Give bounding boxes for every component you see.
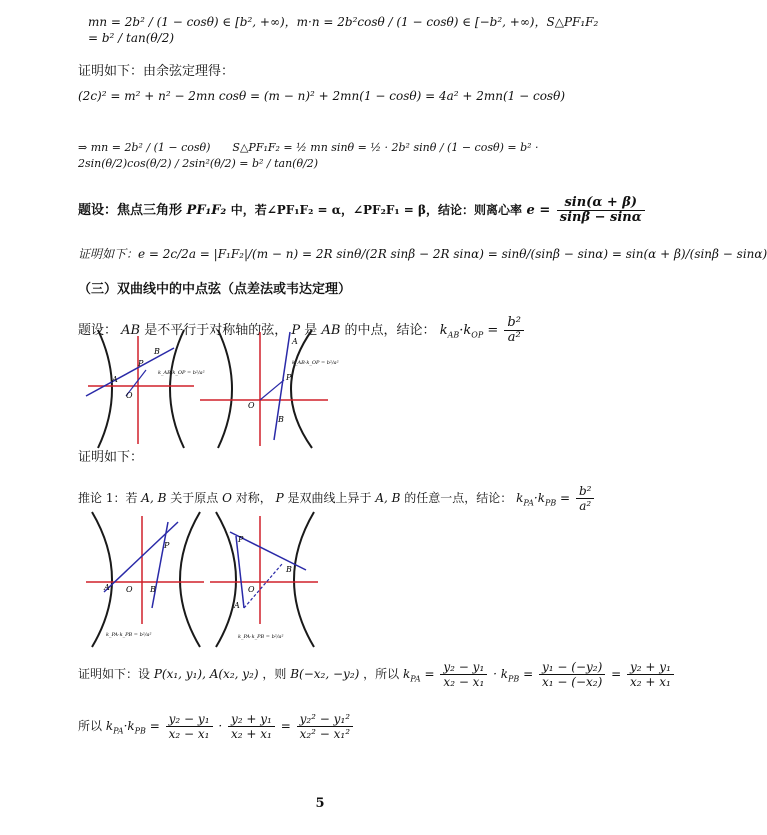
- origin-O: O: [222, 491, 232, 505]
- fig3-label-B: B: [150, 585, 156, 594]
- figure-corollary-1: [86, 512, 206, 647]
- premise-mid: 中，若∠PF₁F₂ = α，∠PF₂F₁ = β，结论：则离心率: [230, 203, 522, 217]
- fig1-label-B: B: [154, 347, 160, 356]
- fig2-label-B: B: [278, 415, 284, 424]
- fig4-note: k_PA·k_PB = b²/a²: [238, 634, 284, 640]
- proof-eccentricity: 证明如下：e = 2c/2a = |F₁F₂|/(m − n) = 2R sinθ/(2R sinβ − 2R sinα) = sinθ/(sinβ − sinα) = sin(α + β)/(sinβ − sinα): [78, 247, 767, 261]
- frac-f2: $\frac{\text{y₁ − (−y₂)}}{\text{x₁ − (−x₂)}}$: [539, 660, 605, 689]
- kpb: $k_{PB}$ =: [500, 667, 534, 684]
- proof10-mid: ，则: [262, 667, 287, 681]
- proof-intro-2: 证明如下：: [78, 450, 144, 465]
- proof-product: 所以 $k_{PA}\cdot k_{PB}$ = $\frac{\text{y₂ − y₁}}{\text{x₂ − x₁}}$ · $\frac{\text{y₂ + y₁}}{\text{x₂ + x₁}}$ = $\frac{\text{y₂² − y₁²}}{\text{x₂² − x₁²}}$: [78, 712, 355, 741]
- cor-mid3: 是双曲线上异于: [287, 491, 372, 505]
- fig3-note: k_PA·k_PB = b²/a²: [106, 632, 152, 638]
- ratio2-den: a²: [579, 499, 592, 513]
- premise-focal-triangle: [78, 196, 647, 225]
- corollary-1: [78, 484, 596, 513]
- ecc-fraction: [557, 196, 645, 225]
- premise7-mid: 是不平行于对称轴的弦，: [144, 323, 288, 338]
- points-AB: A, B: [141, 491, 167, 505]
- cor-mid2: 对称，: [235, 491, 272, 505]
- fig3-label-O: O: [126, 585, 133, 594]
- ratio1-den: a²: [507, 330, 521, 345]
- proof-corollary: 证明如下：设 P(x₁, y₁), A(x₂, y₂) ，则 B(−x₂, −y₂) ，所以 $k_{PA}$ = $\frac{\text{y₂ − y₁}}{\text{x₂ − x₁}}$ · $k_{PB}$ = $\frac{\text{y₁ − (−y₂)}}{\text{x₁ − (−x₂)}}$ = $\frac{\text{y₂ + y₁}}{\text{x₂ + x₁}}$: [78, 660, 676, 689]
- point-B-neg: B(−x₂, −y₂): [290, 667, 360, 681]
- ecc-symbol: e =: [526, 203, 551, 218]
- premise7-mid2: 是: [304, 323, 318, 338]
- proof11-prefix: 所以: [78, 719, 103, 733]
- triangle-name: PF₁F₂: [186, 203, 227, 218]
- cor-prefix: 推论 1：若: [78, 491, 138, 505]
- point-P: P: [291, 323, 301, 338]
- fig2-label-A: A: [292, 337, 298, 346]
- proof-intro-1: 证明如下：由余弦定理得：: [78, 64, 235, 79]
- page-number: 5: [315, 796, 325, 811]
- figure-midpoint-chord-2: [200, 330, 339, 448]
- fig4-label-A: A: [234, 601, 240, 610]
- ecc-den: sinβ − sinα: [559, 210, 642, 225]
- section-3-heading: （三）双曲线中的中点弦（点差法或韦达定理）: [78, 282, 352, 297]
- fig2-label-O: O: [248, 401, 255, 410]
- fig3-label-P: P: [164, 541, 170, 550]
- fig2-note: k_AB·k_OP = b²/a²: [292, 360, 339, 366]
- frac-f3: $\frac{\text{y₂ + y₁}}{\text{x₂ + x₁}}$: [627, 660, 674, 689]
- ratio-fraction-2: [576, 484, 595, 513]
- cor-mid: 关于原点: [170, 491, 219, 505]
- fig4-label-B: B: [286, 565, 292, 574]
- ratio1-num: b²: [504, 316, 524, 331]
- fig1-label-P: P: [138, 359, 144, 368]
- ratio2-num: b²: [576, 484, 595, 499]
- frac-f4: $\frac{\text{y₂² − y₁²}}{\text{x₂² − x₁²}}$: [297, 712, 353, 741]
- kab-kop: $k_{AB}\cdot k_{OP}$ =: [439, 323, 499, 340]
- chord-AB-2: AB: [321, 323, 341, 338]
- point-P-cor: P: [275, 491, 284, 505]
- proof10-prefix: 证明如下：设: [78, 667, 151, 681]
- fig4-label-O: O: [248, 585, 255, 594]
- fig1-label-O: O: [126, 391, 133, 400]
- premise7-prefix: 题设：: [78, 323, 118, 338]
- figure-midpoint-chord-1: [86, 330, 205, 448]
- frac-f1: $\frac{\text{y₂ − y₁}}{\text{x₂ − x₁}}$: [440, 660, 487, 689]
- formula-line-4: ⇒ mn = 2b² / (1 − cosθ) S△PF₁F₂ = ½ mn sinθ = ½ · 2b² sinθ / (1 − cosθ) = b² · 2sin(θ/2)cos(θ/2) / 2sin²(θ/2) = b² / tan(θ/2): [78, 141, 539, 170]
- set-points: P(x₁, y₁), A(x₂, y₂): [153, 667, 259, 681]
- chord-AB: AB: [121, 323, 141, 338]
- ratio-fraction-1: [504, 316, 524, 345]
- formula-line-1: mn = 2b² / (1 − cosθ) ∈ [b², +∞)，m·n = 2b²cosθ / (1 − cosθ) ∈ [−b², +∞)，S△PF₁F₂ = b² / tan(θ/2): [88, 15, 599, 45]
- frac-f1-b: $\frac{\text{y₂ − y₁}}{\text{x₂ − x₁}}$: [166, 712, 213, 741]
- kpa-kpb-3: $k_{PA}\cdot k_{PB}$ =: [105, 719, 160, 736]
- fig3-label-A: A: [104, 583, 110, 592]
- premise7-mid3: 的中点，结论：: [344, 323, 436, 338]
- fig1-note: k_AB·k_OP = b²/a²: [158, 370, 205, 376]
- frac-f3-b: $\frac{\text{y₂ + y₁}}{\text{x₂ + x₁}}$: [228, 712, 275, 741]
- cor-mid4: 的任意一点，结论：: [404, 491, 513, 505]
- proof10-mid2: ，所以: [363, 667, 400, 681]
- premise-prefix: 题设：焦点三角形: [78, 203, 183, 218]
- formula-line-3: (2c)² = m² + n² − 2mn cosθ = (m − n)² + 2mn(1 − cosθ) = 4a² + 2mn(1 − cosθ): [78, 89, 565, 103]
- points-AB-2: A, B: [375, 491, 401, 505]
- ecc-num: sin(α + β): [557, 196, 645, 211]
- fig4-label-P: P: [238, 535, 244, 544]
- figure-corollary-2: [210, 512, 320, 647]
- kpa-kpb-2: $k_{PA}$ =: [402, 667, 435, 684]
- fig2-label-P: P: [286, 373, 292, 382]
- fig1-label-A: A: [112, 375, 118, 384]
- kpa-kpb: $k_{PA}\cdot k_{PB}$ =: [516, 491, 571, 508]
